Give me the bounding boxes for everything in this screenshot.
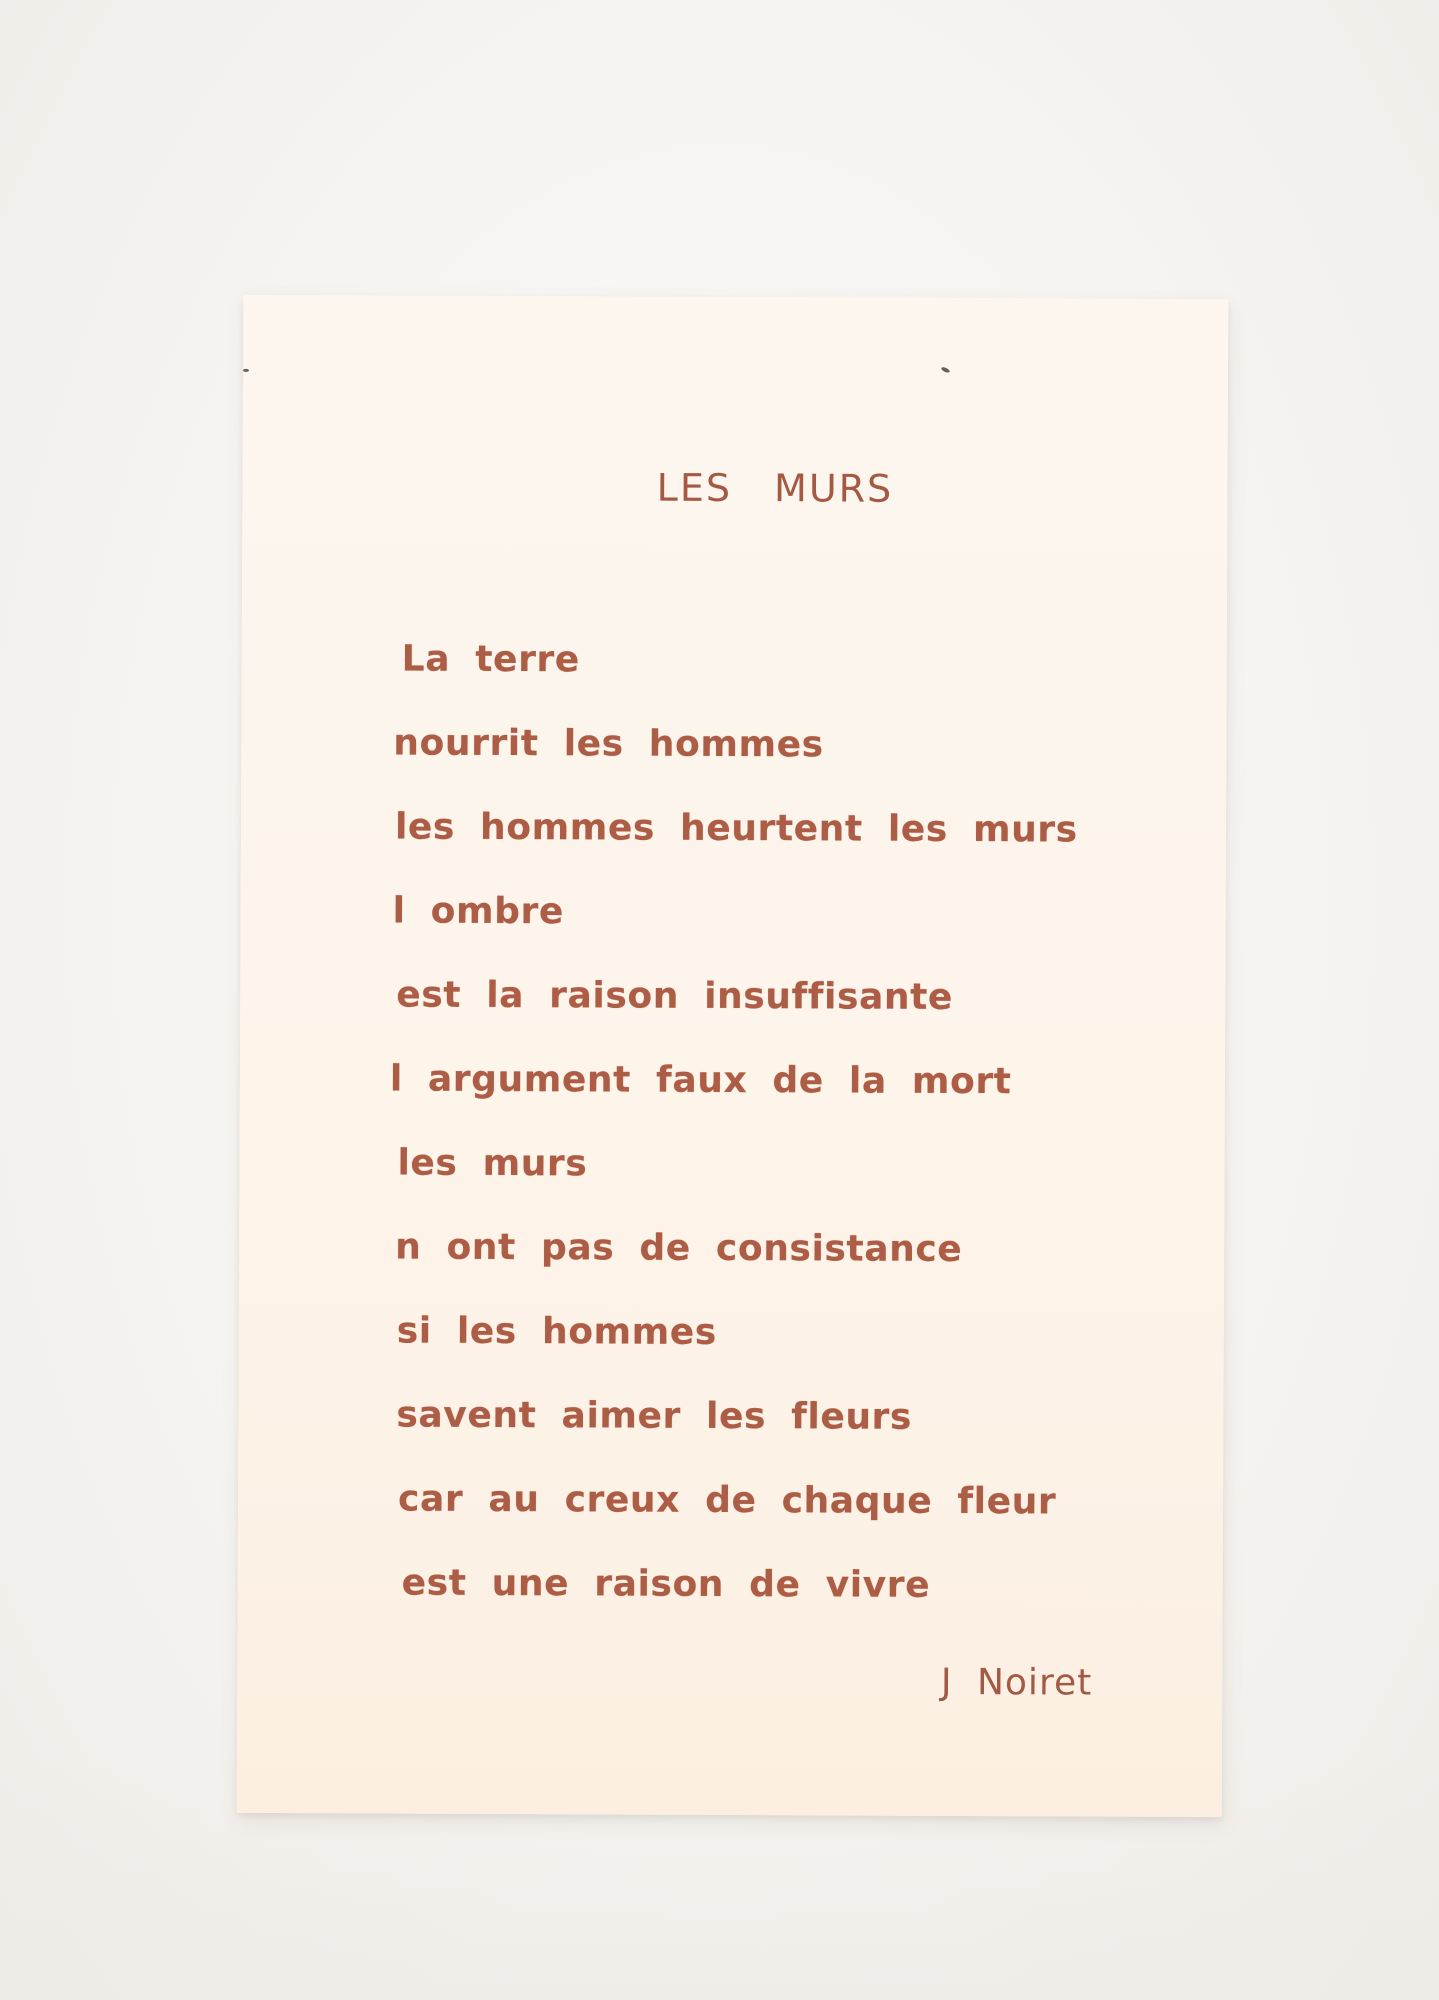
paper-speck — [941, 366, 951, 373]
poem-line: les murs — [397, 1142, 588, 1185]
paper-speck — [243, 369, 249, 372]
poem-line: l argument faux de la mort — [389, 1058, 1012, 1103]
poem-line: si les hommes — [396, 1310, 717, 1353]
poem-line: est la raison insuffisante — [396, 974, 954, 1018]
poem-body — [390, 618, 1079, 1629]
poem-line: La terre — [401, 638, 580, 681]
poem-line: savent aimer les fleurs — [396, 1394, 913, 1438]
poem-line: car au creux de chaque fleur — [397, 1478, 1057, 1523]
poem-line: les hommes heurtent les murs — [394, 806, 1078, 851]
poem-line: l ombre — [392, 890, 564, 933]
poem-line: nourrit les hommes — [393, 722, 824, 766]
poem-line: n ont pas de consistance — [395, 1226, 963, 1271]
poem-author: J Noiret — [940, 1661, 1093, 1704]
poem-card — [237, 295, 1229, 1817]
poem-line: est une raison de vivre — [401, 1562, 931, 1606]
poem-title: LES MURS — [656, 465, 894, 511]
